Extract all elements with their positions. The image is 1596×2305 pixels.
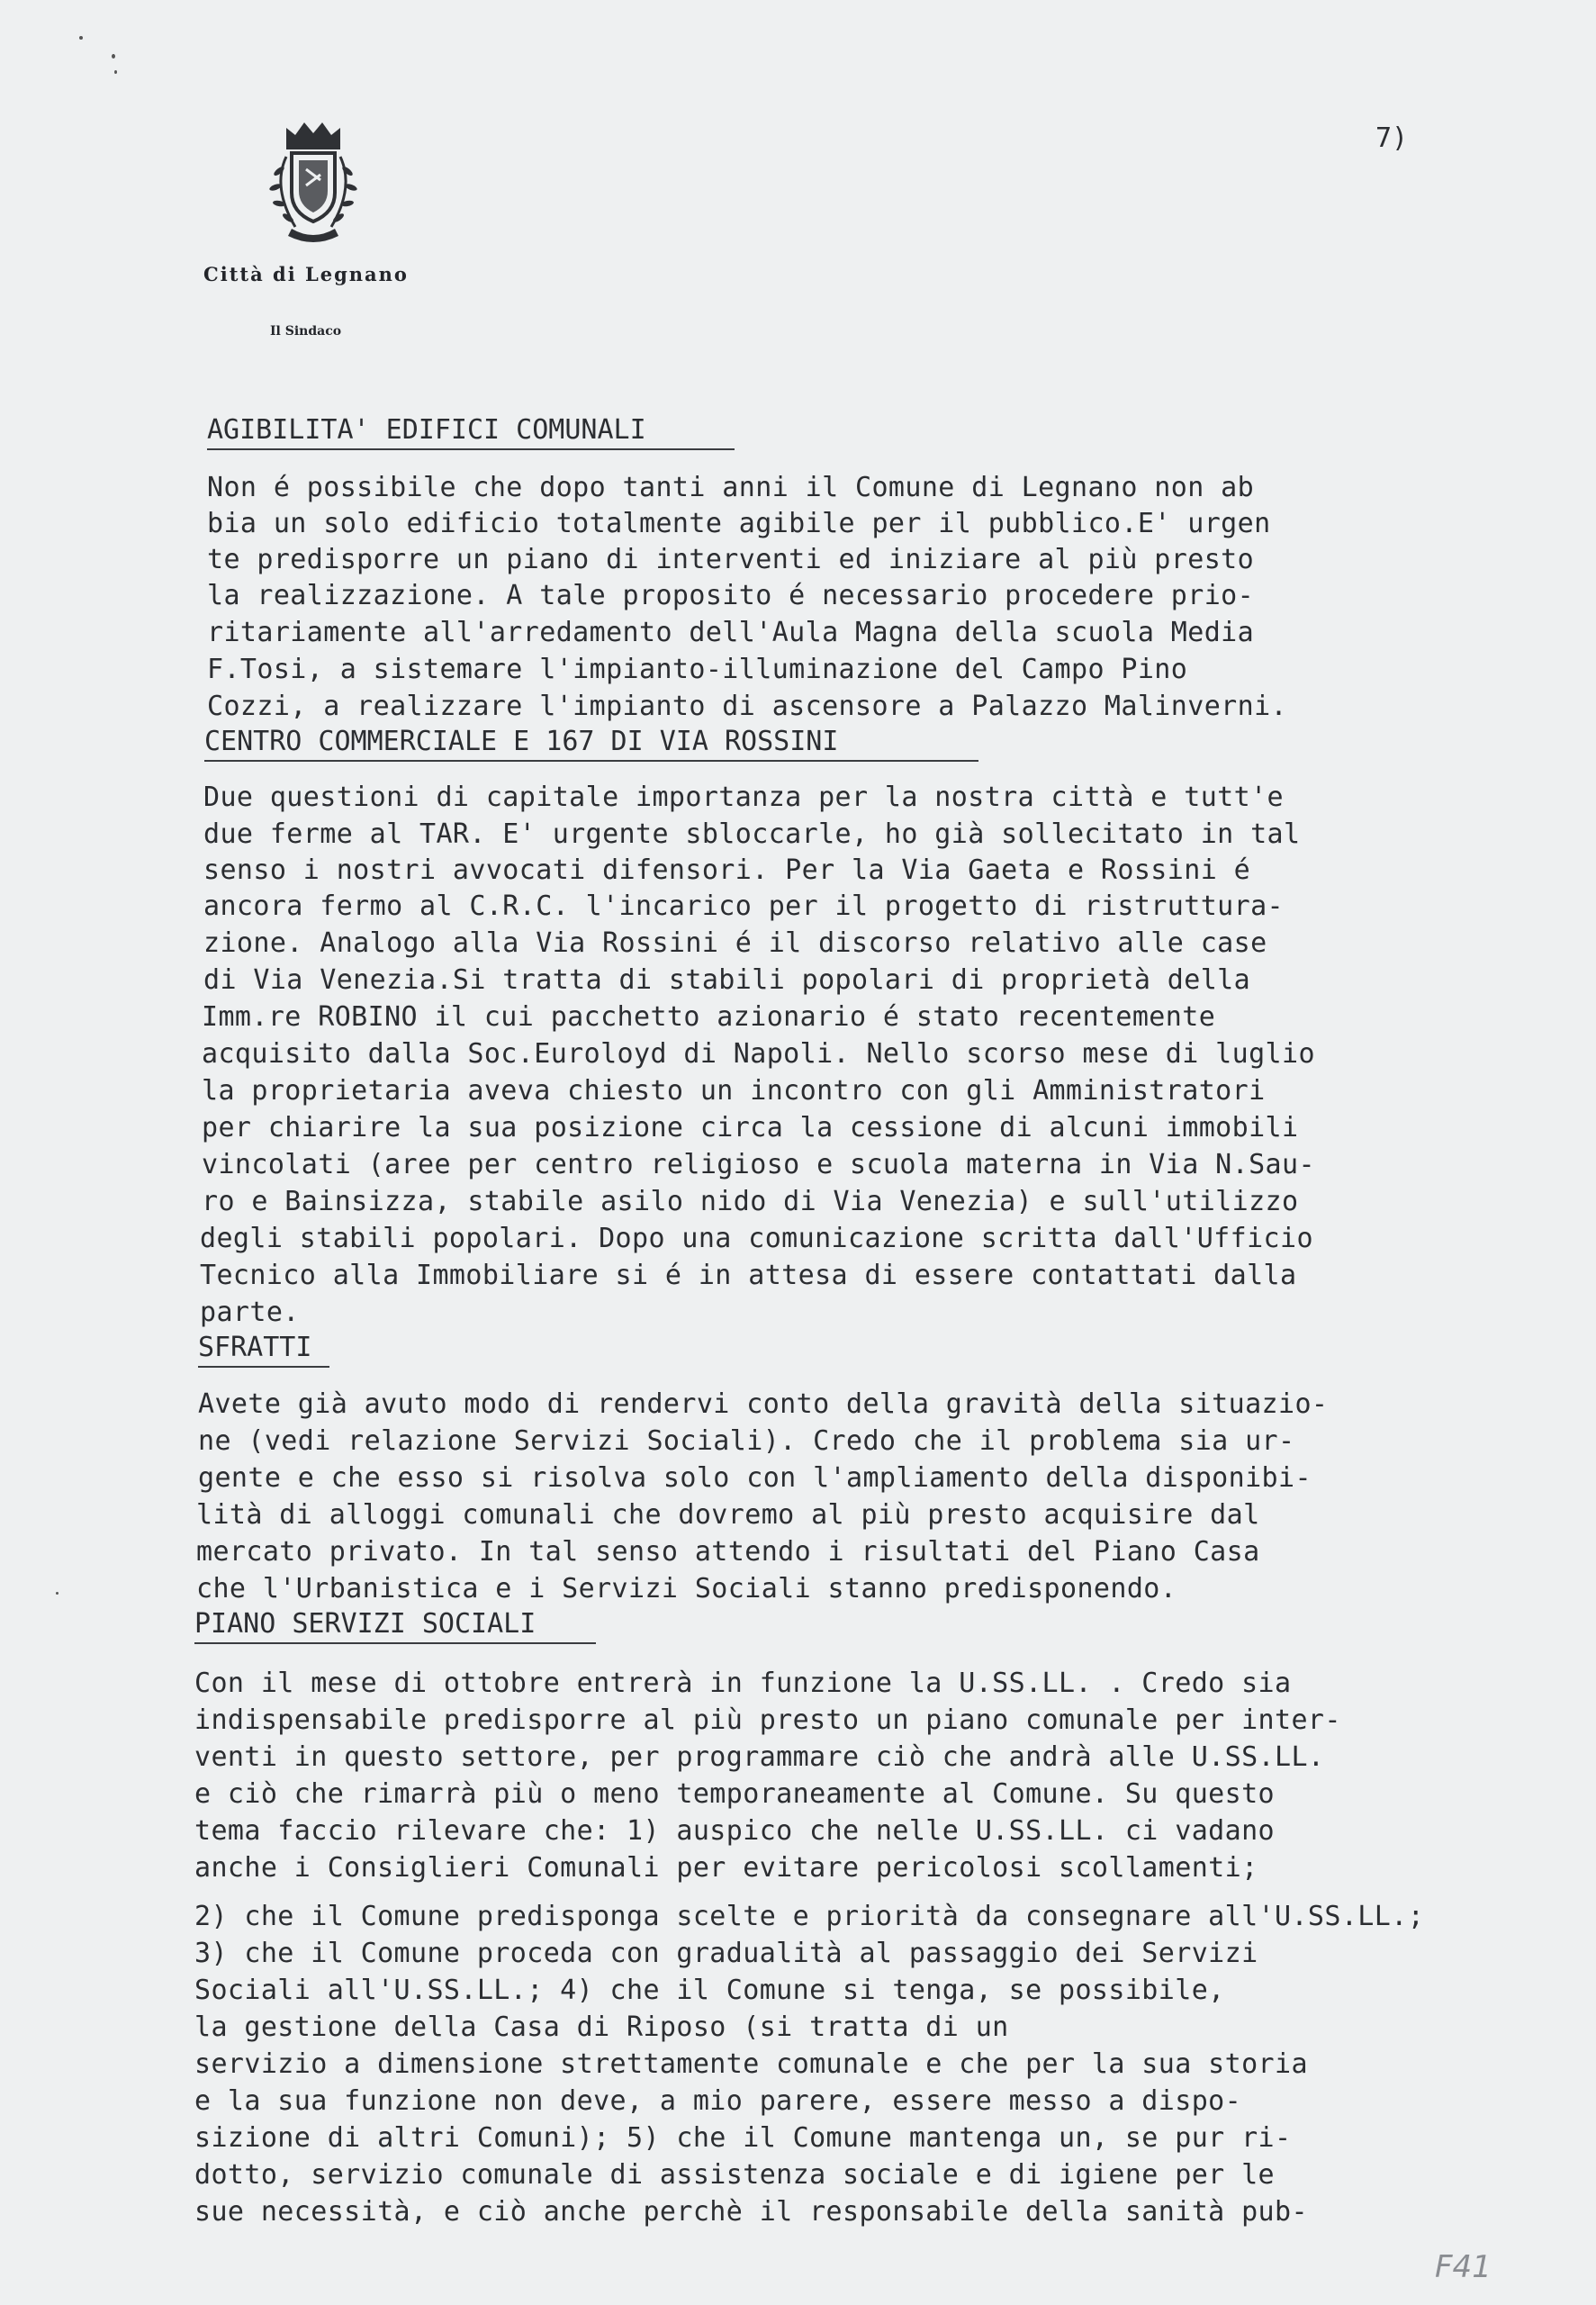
text-line: di Via Venezia.Si tratta di stabili popolari di proprietà della (203, 964, 1251, 996)
margin-note: F41 (1435, 2249, 1492, 2285)
text-line: tema faccio rilevare che: 1) auspico che nelle U.SS.LL. ci vadano (194, 1815, 1275, 1847)
text-line: venti in questo settore, per programmare ciò che andrà alle U.SS.LL. (194, 1741, 1325, 1773)
text-line: indispensabile predisporre al più presto un piano comunale per inter- (194, 1704, 1341, 1736)
text-line: Due questioni di capitale importanza per la nostra città e tutt'e (203, 782, 1284, 813)
text-line: che l'Urbanistica e i Servizi Sociali stanno predisponendo. (196, 1573, 1177, 1604)
text-line: lità di alloggi comunali che dovremo al più presto acquisire dal (196, 1499, 1260, 1531)
text-line: Tecnico alla Immobiliare si é in attesa di essere contattati dalla (200, 1260, 1297, 1291)
scan-speck (114, 70, 117, 74)
text-line: Avete già avuto modo di rendervi conto della gravità della situazio- (198, 1388, 1329, 1420)
section-heading-sfratti: SFRATTI (198, 1330, 329, 1368)
section-heading-agibilita: AGIBILITA' EDIFICI COMUNALI (207, 412, 735, 450)
text-line: zione. Analogo alla Via Rossini é il discorso relativo alle case (203, 927, 1267, 959)
scan-speck (112, 54, 115, 59)
text-line: gente e che esso si risolva solo con l'ampliamento della disponibi- (198, 1462, 1312, 1494)
text-line: Sociali all'U.SS.LL.; 4) che il Comune si tenga, se possibile, (194, 1975, 1225, 2006)
mayor-title: Il Sindaco (270, 324, 342, 339)
text-line: servizio a dimensione strettamente comunale e che per la sua storia (194, 2048, 1308, 2080)
text-line: due ferme al TAR. E' urgente sbloccarle, ho già sollecitato in tal (203, 818, 1301, 850)
text-line: Non é possibile che dopo tanti anni il Comune di Legnano non ab (207, 472, 1255, 503)
text-line: F.Tosi, a sistemare l'impianto-illuminazione del Campo Pino (207, 654, 1188, 685)
text-line: 3) che il Comune proceda con gradualità al passaggio dei Servizi (194, 1938, 1258, 1969)
text-line: degli stabili popolari. Dopo una comunicazione scritta dall'Ufficio (200, 1223, 1313, 1254)
text-line: te predisporre un piano di interventi ed iniziare al più presto (207, 544, 1255, 575)
text-line: Con il mese di ottobre entrerà in funzione la U.SS.LL. . Credo sia (194, 1668, 1292, 1699)
text-line: acquisito dalla Soc.Euroloyd di Napoli. Nello scorso mese di luglio (202, 1038, 1315, 1070)
text-line: sue necessità, e ciò anche perchè il responsabile della sanità pub- (194, 2196, 1308, 2228)
text-line: mercato privato. In tal senso attendo i risultati del Piano Casa (196, 1536, 1260, 1568)
text-line: la proprietaria aveva chiesto un incontro con gli Amministratori (202, 1075, 1266, 1107)
text-line: sizione di altri Comuni); 5) che il Comune mantenga un, se pur ri- (194, 2122, 1292, 2154)
text-line: e ciò che rimarrà più o meno temporaneamente al Comune. Su questo (194, 1778, 1275, 1810)
text-line: Cozzi, a realizzare l'impianto di ascensore a Palazzo Malinverni. (207, 691, 1287, 722)
city-name: Città di Legnano (203, 263, 409, 285)
text-line: bia un solo edificio totalmente agibile per il pubblico.E' urgen (207, 508, 1271, 539)
text-line: ne (vedi relazione Servizi Sociali). Credo che il problema sia ur- (198, 1425, 1295, 1457)
text-line: Imm.re ROBINO il cui pacchetto azionario é stato recentemente (202, 1001, 1216, 1033)
text-line: vincolati (aree per centro religioso e scuola materna in Via N.Sau- (202, 1149, 1315, 1180)
text-line: ro e Bainsizza, stabile asilo nido di Via Venezia) e sull'utilizzo (202, 1186, 1299, 1217)
scan-speck (56, 1592, 59, 1595)
text-line: la realizzazione. A tale proposito é necessario procedere prio- (207, 580, 1255, 611)
text-line: la gestione della Casa di Riposo (si tratta di un (194, 2011, 1009, 2043)
text-line: ancora fermo al C.R.C. l'incarico per il progetto di ristruttura- (203, 890, 1284, 922)
text-line: senso i nostri avvocati difensori. Per la Via Gaeta e Rossini é (203, 854, 1251, 886)
text-line: per chiarire la sua posizione circa la cessione di alcuni immobili (202, 1112, 1299, 1143)
text-line: ritariamente all'arredamento dell'Aula Magna della scuola Media (207, 617, 1255, 648)
scan-speck (79, 36, 83, 40)
page-number: 7) (1375, 122, 1409, 154)
text-line: anche i Consiglieri Comunali per evitare pericolosi scollamenti; (194, 1852, 1258, 1884)
section-heading-piano-servizi-sociali: PIANO SERVIZI SOCIALI (194, 1606, 596, 1644)
text-line: e la sua funzione non deve, a mio parere, essere messo a dispo- (194, 2085, 1242, 2117)
text-line: parte. (200, 1297, 300, 1328)
text-line: 2) che il Comune predisponga scelte e priorità da consegnare all'U.SS.LL.; (194, 1901, 1425, 1932)
section-heading-centro-commerciale: CENTRO COMMERCIALE E 167 DI VIA ROSSINI (204, 724, 978, 762)
coat-of-arms-icon (259, 115, 367, 250)
text-line: dotto, servizio comunale di assistenza sociale e di igiene per le (194, 2159, 1275, 2191)
